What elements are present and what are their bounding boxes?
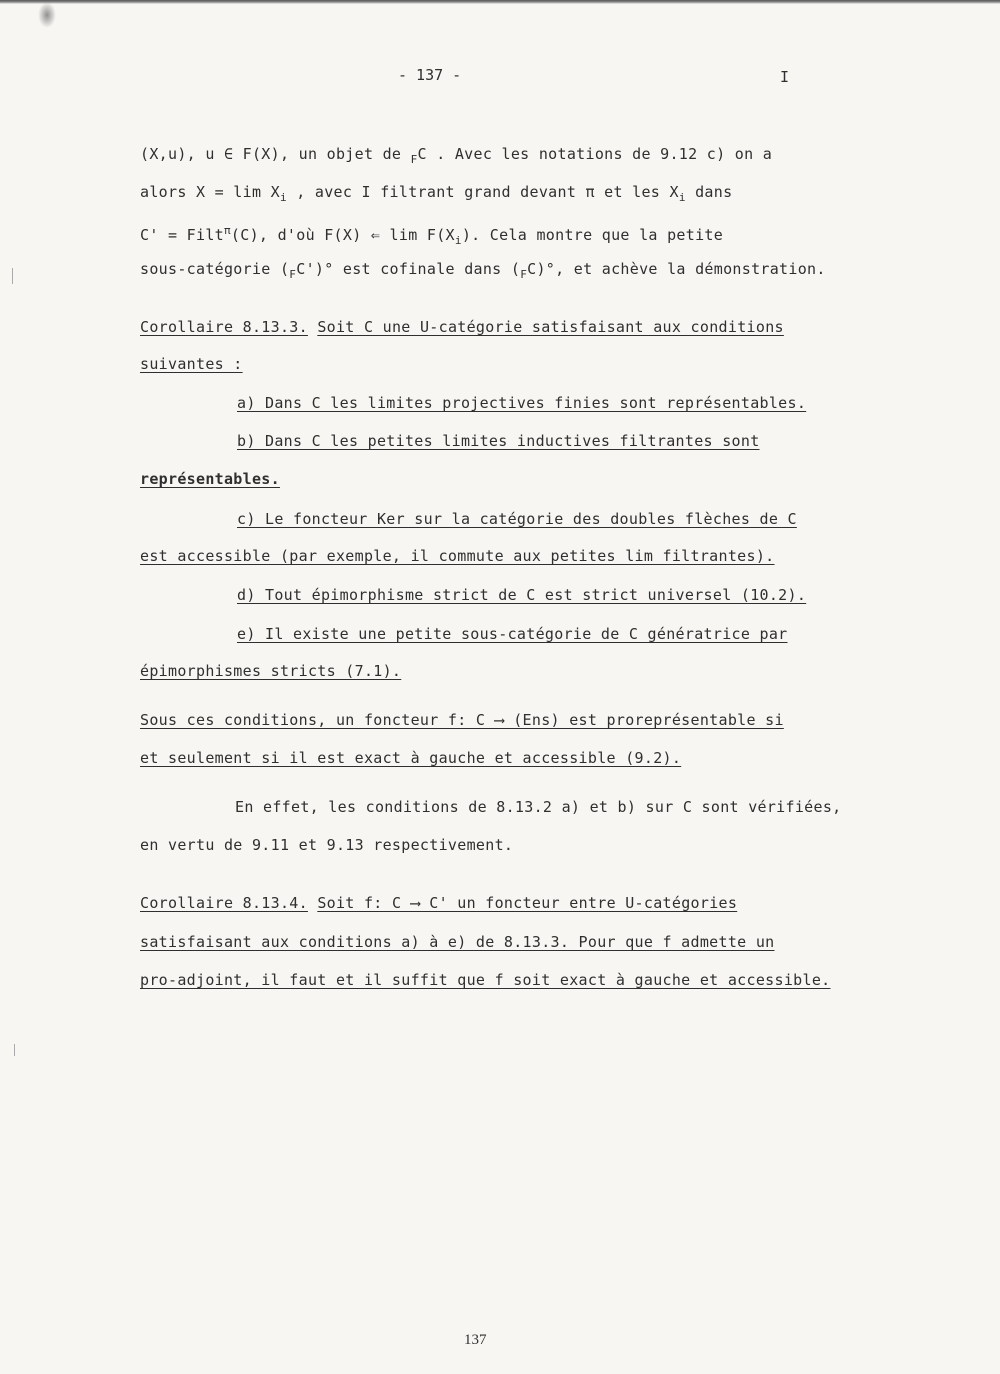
text: ). Cela montre que la petite <box>461 226 724 244</box>
corollary-8-13-4-line1 <box>140 894 737 912</box>
para1-line1 <box>140 145 772 169</box>
condition-e-line1: e) Il existe une petite sous-catégorie de C génératrice par <box>237 625 788 643</box>
condition-e-line2: épimorphismes stricts (7.1). <box>140 662 402 680</box>
scan-top-edge <box>0 0 1000 4</box>
conclusion-line1: Sous ces conditions, un foncteur f: C ⟶ (Ens) est proreprésentable si <box>140 711 784 729</box>
page-footer-number: 137 <box>464 1332 487 1348</box>
condition-c-line2: est accessible (par exemple, il commute aux petites lim filtrantes). <box>140 547 775 565</box>
corollary-8-13-4-line2: satisfaisant aux conditions a) à e) de 8.13.3. Pour que f admette un <box>140 933 775 951</box>
corollary-title: Corollaire 8.13.3. <box>140 318 308 336</box>
subscript-F: F <box>289 268 297 281</box>
text: C . Avec les notations de 9.12 c) on a <box>417 145 773 163</box>
statement-text: Soit f: C ⟶ C' un foncteur entre U-catégories <box>317 894 738 912</box>
text: , avec I filtrant grand devant π et les X <box>286 183 679 201</box>
text: C)°, et achève la démonstration. <box>527 260 826 278</box>
margin-mark <box>12 268 13 284</box>
subscript-F: F <box>520 268 528 281</box>
scan-smudge <box>38 2 56 28</box>
page-header-volume: I <box>780 68 790 86</box>
text: (C), d'où F(X) ⇐ lim F(X <box>230 226 455 244</box>
text: sous-catégorie ( <box>140 260 290 278</box>
proof-line2: en vertu de 9.11 et 9.13 respectivement. <box>140 836 514 854</box>
corollary-8-13-3-line2: suivantes : <box>140 355 243 373</box>
text: C')° est cofinale dans ( <box>296 260 521 278</box>
para1-line3 <box>140 222 723 250</box>
proof-line1: En effet, les conditions de 8.13.2 a) et b) sur C sont vérifiées, <box>235 798 842 816</box>
condition-b-line1: b) Dans C les petites limites inductives filtrantes sont <box>237 432 760 450</box>
superscript-pi: π <box>223 224 231 237</box>
text: alors X = lim X <box>140 183 280 201</box>
text: (X,u), u ∈ F(X), un objet de <box>140 145 411 163</box>
condition-b-line2: représentables. <box>140 470 280 488</box>
corollary-title: Corollaire 8.13.4. <box>140 894 308 912</box>
condition-a: a) Dans C les limites projectives finies sont représentables. <box>237 394 807 412</box>
margin-mark <box>14 1044 15 1056</box>
subscript-i: i <box>454 234 462 247</box>
corollary-8-13-3-line1 <box>140 318 784 336</box>
corollary-8-13-4-line3: pro-adjoint, il faut et il suffit que f soit exact à gauche et accessible. <box>140 971 831 989</box>
condition-c-line1: c) Le foncteur Ker sur la catégorie des doubles flèches de C <box>237 510 797 528</box>
subscript-i: i <box>678 191 686 204</box>
para1-line4 <box>140 260 826 284</box>
page-header-number: - 137 - <box>398 66 462 84</box>
condition-d: d) Tout épimorphisme strict de C est strict universel (10.2). <box>237 586 807 604</box>
para1-line2 <box>140 183 732 207</box>
text: C' = Filt <box>140 226 224 244</box>
subscript-i: i <box>279 191 287 204</box>
text: dans <box>685 183 733 201</box>
statement-text: Soit C une U-catégorie satisfaisant aux conditions <box>317 318 784 336</box>
subscript-F: F <box>410 153 418 166</box>
conclusion-line2: et seulement si il est exact à gauche et accessible (9.2). <box>140 749 682 767</box>
